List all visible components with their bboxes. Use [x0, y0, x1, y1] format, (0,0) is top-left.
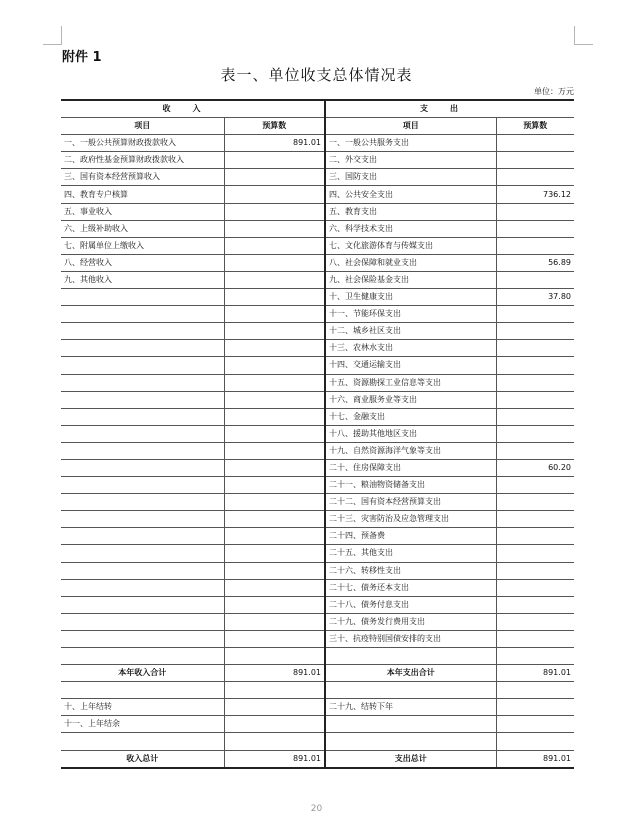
table-row: [61, 357, 574, 374]
expense-amount: [496, 374, 574, 391]
income-item: 二、政府性基金预算财政拨款收入: [61, 152, 224, 169]
grand-total-row: [61, 750, 574, 768]
income-amount: [224, 699, 325, 716]
expense-item: 二十八、债务付息支出: [325, 596, 496, 613]
income-item: [61, 459, 224, 476]
expense-item: 五、教育支出: [325, 203, 496, 220]
expense-amount: [496, 135, 574, 152]
expense-amount: [496, 562, 574, 579]
income-amount: [224, 596, 325, 613]
table-row: [61, 630, 574, 647]
income-amount: [224, 528, 325, 545]
table-row: [61, 562, 574, 579]
income-amount: [224, 648, 325, 665]
expense-item: 二十、住房保障支出: [325, 459, 496, 476]
expense-amount: [496, 596, 574, 613]
table-row: [61, 511, 574, 528]
income-item: [61, 357, 224, 374]
page-number: 20: [310, 804, 323, 814]
expense-amount: [496, 340, 574, 357]
income-item: 七、附属单位上缴收入: [61, 237, 224, 254]
budget-table: [61, 99, 574, 769]
expense-amount: [496, 511, 574, 528]
income-item: 六、上级补助收入: [61, 220, 224, 237]
expense-item: [325, 682, 496, 699]
expense-item: 十三、农林水支出: [325, 340, 496, 357]
income-item: [61, 323, 224, 340]
income-item-header: 项目: [61, 118, 224, 135]
income-amount: [224, 716, 325, 733]
income-amount: [224, 408, 325, 425]
income-item: [61, 306, 224, 323]
expense-item: [325, 648, 496, 665]
crop-mark-top-left: [43, 26, 62, 45]
income-item: 十一、上年结余: [61, 716, 224, 733]
income-item: [61, 425, 224, 442]
income-amount: [224, 357, 325, 374]
expense-amount: [496, 579, 574, 596]
table-row: [61, 237, 574, 254]
income-amount: [224, 511, 325, 528]
income-item: 四、教育专户核算: [61, 186, 224, 203]
income-item: [61, 528, 224, 545]
income-amount: [224, 271, 325, 288]
income-amount: [224, 682, 325, 699]
table-row: [61, 733, 574, 750]
expense-item: 十七、金融支出: [325, 408, 496, 425]
column-header-row: [61, 118, 574, 135]
expense-amount: [496, 682, 574, 699]
expense-amount: [496, 425, 574, 442]
table-row: [61, 545, 574, 562]
expense-item: 十五、资源勘探工业信息等支出: [325, 374, 496, 391]
income-amount: [224, 203, 325, 220]
income-item: [61, 391, 224, 408]
expense-amount: [496, 152, 574, 169]
expense-item: 六、科学技术支出: [325, 220, 496, 237]
expense-total-label: 支出总计: [325, 750, 496, 768]
expense-amount: [496, 716, 574, 733]
expense-amount: [496, 613, 574, 630]
table-row: [61, 186, 574, 203]
expense-item: 二十三、灾害防治及应急管理支出: [325, 511, 496, 528]
expense-amount: [496, 494, 574, 511]
table-row: [61, 340, 574, 357]
table-row: [61, 203, 574, 220]
income-item: [61, 613, 224, 630]
table-row: [61, 425, 574, 442]
expense-item: 四、公共安全支出: [325, 186, 496, 203]
income-amount: [224, 562, 325, 579]
income-item: [61, 682, 224, 699]
income-amount: [224, 733, 325, 750]
income-amount: [224, 442, 325, 459]
income-item: 一、一般公共预算财政拨款收入: [61, 135, 224, 152]
expense-total-amount: 891.01: [496, 665, 574, 682]
income-amount: 891.01: [224, 135, 325, 152]
expense-amount: [496, 391, 574, 408]
income-amount: [224, 340, 325, 357]
income-item: [61, 596, 224, 613]
table-row: [61, 374, 574, 391]
table-row: [61, 220, 574, 237]
expense-item: 三十、抗疫特别国债安排的支出: [325, 630, 496, 647]
expense-item: 十二、城乡社区支出: [325, 323, 496, 340]
expense-item: 二十九、结转下年: [325, 699, 496, 716]
expense-item: 十、卫生健康支出: [325, 289, 496, 306]
expense-amount: [496, 408, 574, 425]
income-item: [61, 630, 224, 647]
income-item: 三、国有资本经营预算收入: [61, 169, 224, 186]
income-amount: [224, 494, 325, 511]
table-row: [61, 442, 574, 459]
income-amount: [224, 630, 325, 647]
expense-item: 三、国防支出: [325, 169, 496, 186]
income-amount: [224, 220, 325, 237]
income-amount: [224, 306, 325, 323]
income-item: 九、其他收入: [61, 271, 224, 288]
income-budget-header: 预算数: [224, 118, 325, 135]
table-row: [61, 306, 574, 323]
table-row: [61, 135, 574, 152]
table-row: [61, 682, 574, 699]
expense-header: 支出: [325, 100, 574, 118]
expense-amount: [496, 220, 574, 237]
table-row: [61, 579, 574, 596]
income-total-label: 本年收入合计: [61, 665, 224, 682]
expense-item: 八、社会保障和就业支出: [325, 254, 496, 271]
income-item: [61, 442, 224, 459]
page-title: 表一、单位收支总体情况表: [220, 66, 413, 84]
crop-mark-top-right: [574, 26, 593, 45]
income-amount: [224, 323, 325, 340]
expense-item: 一、一般公共服务支出: [325, 135, 496, 152]
expense-budget-header: 预算数: [496, 118, 574, 135]
expense-item: 二十二、国有资本经营预算支出: [325, 494, 496, 511]
table-row: [61, 716, 574, 733]
expense-item: [325, 733, 496, 750]
expense-amount: [496, 545, 574, 562]
income-item: [61, 408, 224, 425]
income-amount: [224, 186, 325, 203]
income-item: [61, 579, 224, 596]
expense-item: 十一、节能环保支出: [325, 306, 496, 323]
expense-amount: [496, 477, 574, 494]
table-row: [61, 254, 574, 271]
expense-item: 二十六、转移性支出: [325, 562, 496, 579]
income-amount: [224, 391, 325, 408]
table-row: [61, 271, 574, 288]
income-item: [61, 562, 224, 579]
unit-label: 单位：万元: [534, 87, 574, 96]
table-row: [61, 648, 574, 665]
expense-item: 九、社会保险基金支出: [325, 271, 496, 288]
table-row: [61, 613, 574, 630]
income-header: 收入: [61, 100, 325, 118]
table-row: [61, 699, 574, 716]
expense-amount: [496, 528, 574, 545]
expense-amount: [496, 323, 574, 340]
expense-item: 十四、交通运输支出: [325, 357, 496, 374]
income-amount: [224, 289, 325, 306]
expense-amount: [496, 630, 574, 647]
expense-amount: [496, 306, 574, 323]
attachment-label: 附件 1: [62, 50, 102, 65]
expense-item: 十六、商业服务业等支出: [325, 391, 496, 408]
income-total-amount: 891.01: [224, 665, 325, 682]
expense-item: 二十四、预备费: [325, 528, 496, 545]
expense-amount: 37.80: [496, 289, 574, 306]
income-item: [61, 374, 224, 391]
expense-item: 二、外交支出: [325, 152, 496, 169]
expense-amount: [496, 357, 574, 374]
income-amount: [224, 169, 325, 186]
table-row: [61, 459, 574, 476]
expense-amount: 60.20: [496, 459, 574, 476]
table-row: [61, 289, 574, 306]
expense-amount: 736.12: [496, 186, 574, 203]
expense-item: 十九、自然资源海洋气象等支出: [325, 442, 496, 459]
table-row: [61, 323, 574, 340]
income-item: [61, 648, 224, 665]
income-amount: [224, 459, 325, 476]
expense-amount: 56.89: [496, 254, 574, 271]
expense-amount: [496, 733, 574, 750]
income-amount: [224, 254, 325, 271]
expense-item: 二十一、粮油物资储备支出: [325, 477, 496, 494]
expense-amount: [496, 237, 574, 254]
expense-item: 二十五、其他支出: [325, 545, 496, 562]
income-item: [61, 545, 224, 562]
expense-amount: [496, 271, 574, 288]
table-row: [61, 477, 574, 494]
income-amount: [224, 477, 325, 494]
expense-item: 二十九、债务发行费用支出: [325, 613, 496, 630]
income-amount: [224, 425, 325, 442]
income-item: [61, 494, 224, 511]
expense-total-label: 本年支出合计: [325, 665, 496, 682]
table-row: [61, 408, 574, 425]
expense-item-header: 项目: [325, 118, 496, 135]
expense-item: 十八、援助其他地区支出: [325, 425, 496, 442]
expense-total-amount: 891.01: [496, 750, 574, 768]
income-amount: [224, 237, 325, 254]
income-item: 八、经营收入: [61, 254, 224, 271]
year-total-row: [61, 665, 574, 682]
income-amount: [224, 613, 325, 630]
expense-amount: [496, 203, 574, 220]
table-row: [61, 596, 574, 613]
expense-amount: [496, 699, 574, 716]
expense-item: [325, 716, 496, 733]
expense-amount: [496, 169, 574, 186]
income-item: [61, 733, 224, 750]
expense-item: 二十七、债务还本支出: [325, 579, 496, 596]
income-amount: [224, 374, 325, 391]
income-item: [61, 477, 224, 494]
income-item: [61, 511, 224, 528]
table-row: [61, 152, 574, 169]
table-row: [61, 528, 574, 545]
income-item: 十、上年结转: [61, 699, 224, 716]
income-amount: [224, 579, 325, 596]
income-item: 五、事业收入: [61, 203, 224, 220]
section-header-row: [61, 100, 574, 118]
expense-amount: [496, 442, 574, 459]
income-total-label: 收入总计: [61, 750, 224, 768]
income-amount: [224, 545, 325, 562]
table-row: [61, 494, 574, 511]
income-total-amount: 891.01: [224, 750, 325, 768]
table-row: [61, 391, 574, 408]
expense-item: 七、文化旅游体育与传媒支出: [325, 237, 496, 254]
income-item: [61, 289, 224, 306]
income-amount: [224, 152, 325, 169]
income-item: [61, 340, 224, 357]
expense-amount: [496, 648, 574, 665]
table-row: [61, 169, 574, 186]
